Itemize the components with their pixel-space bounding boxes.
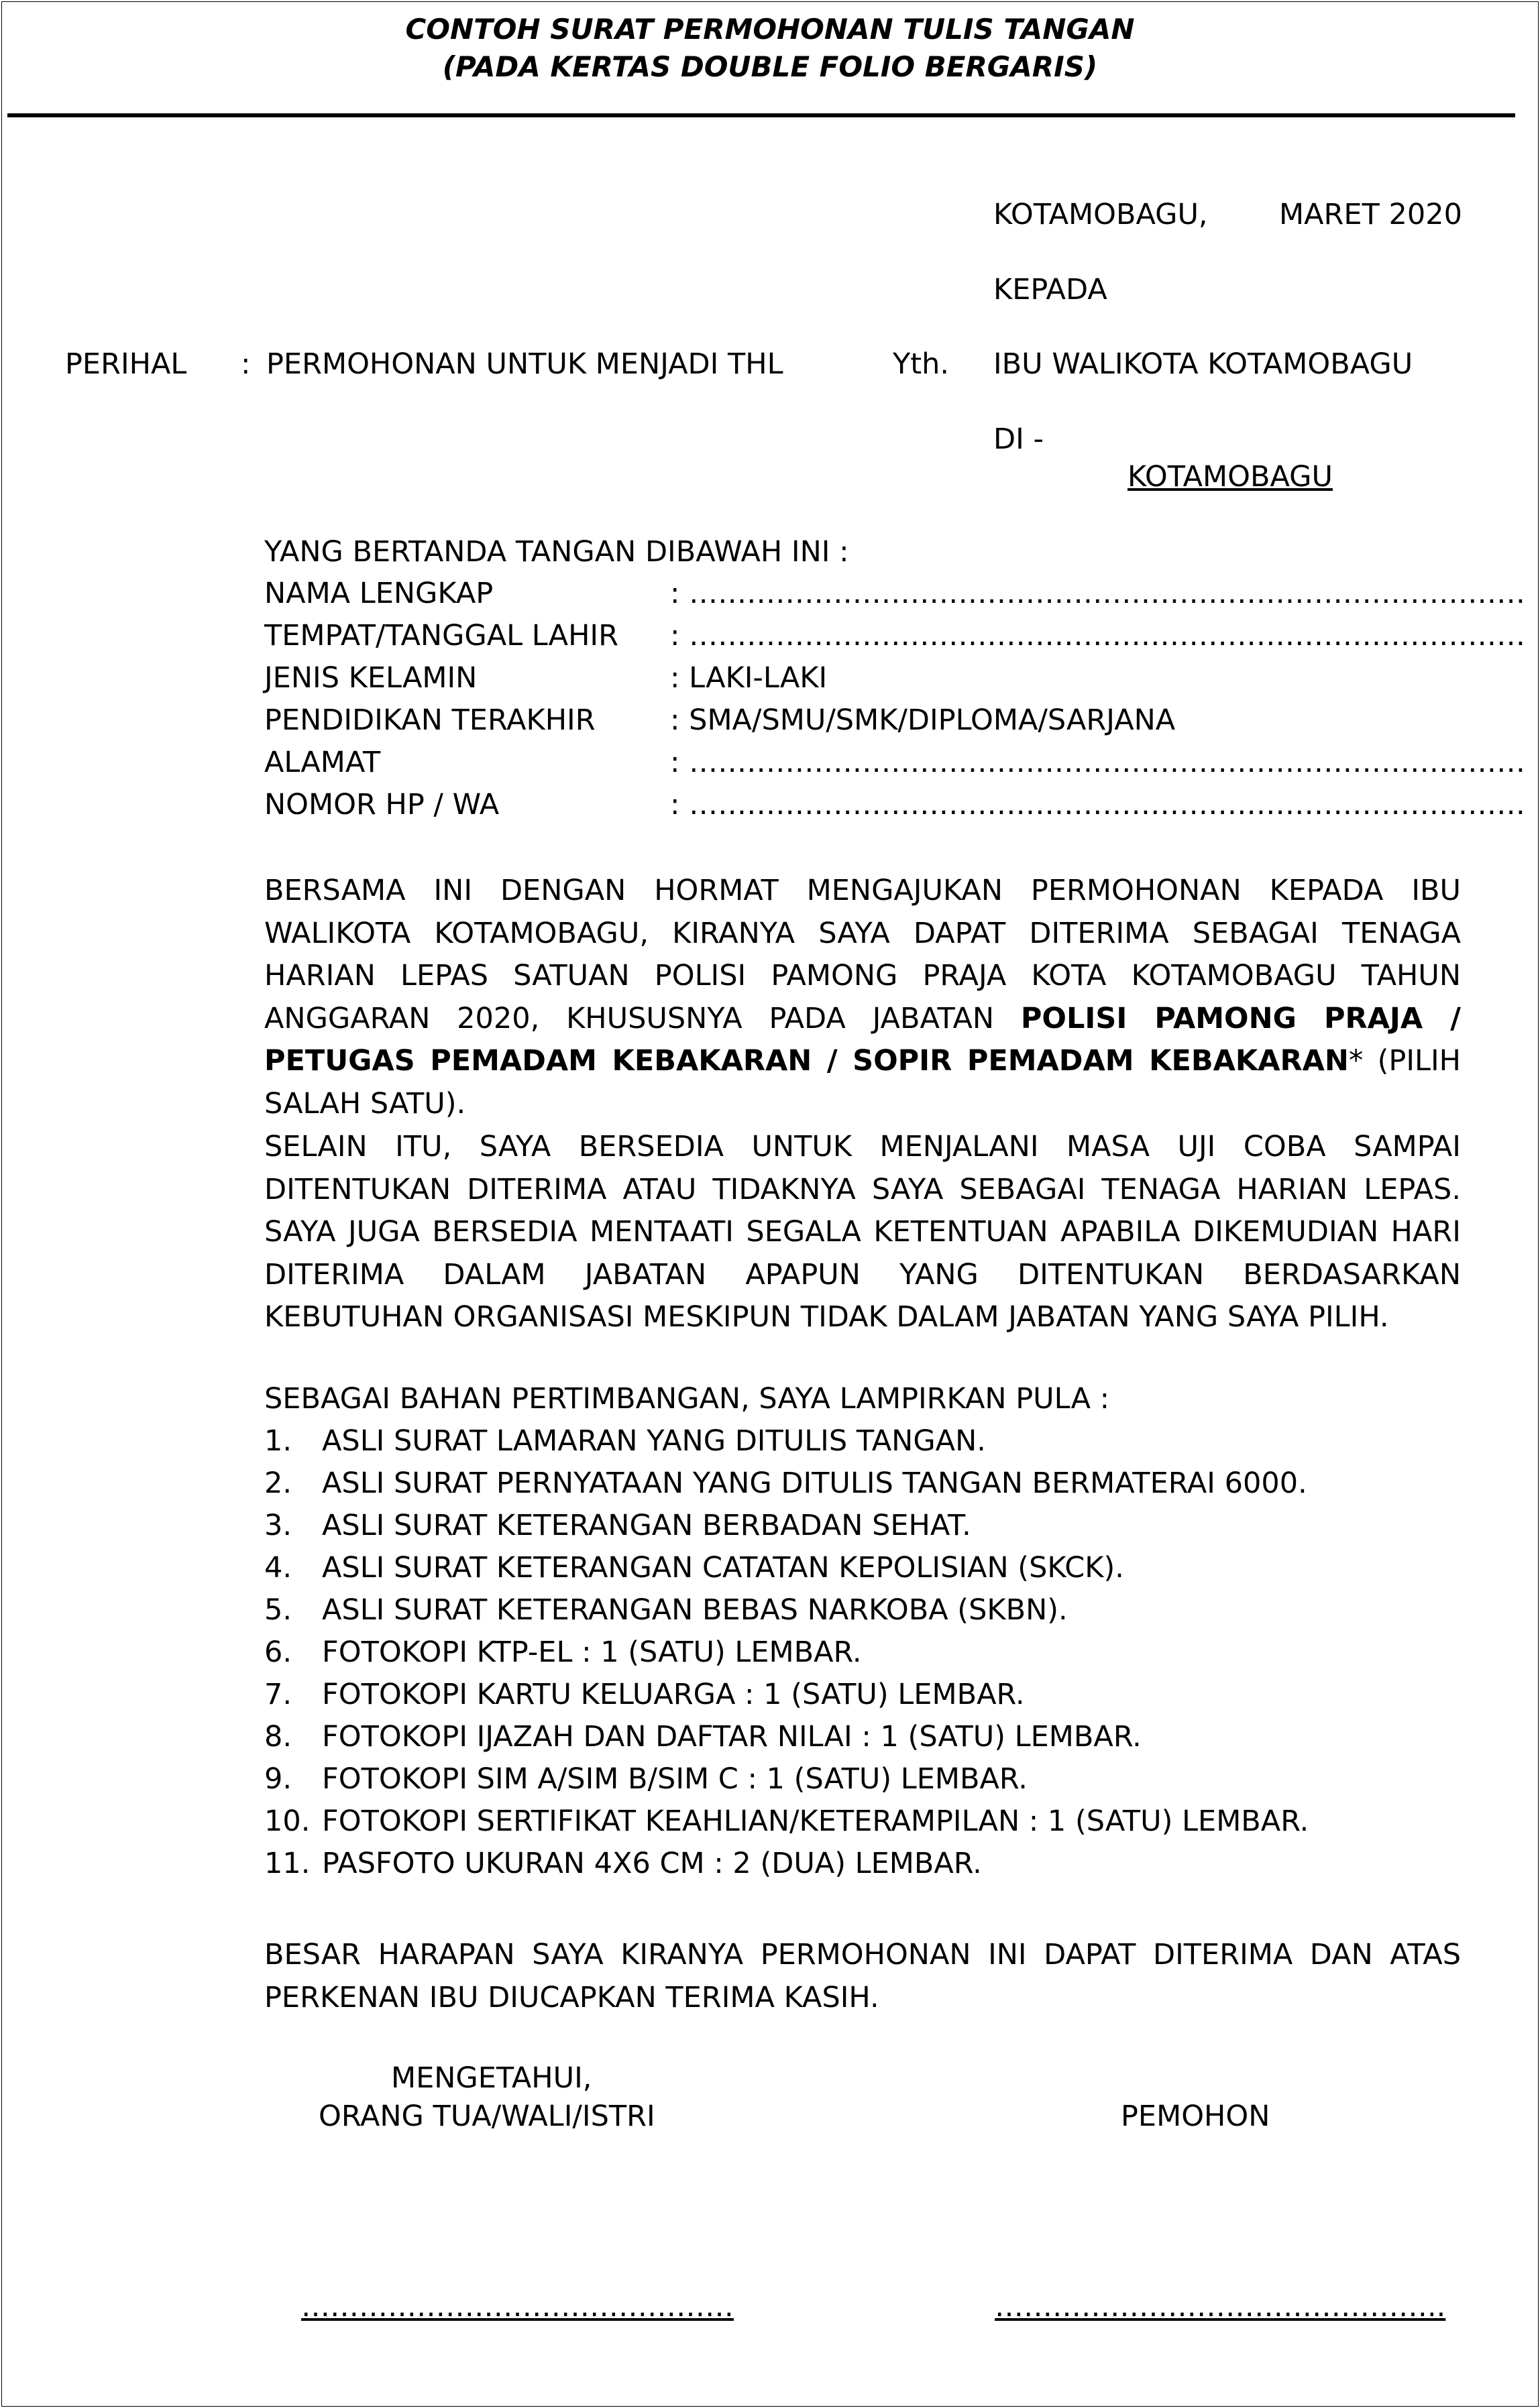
field-value-ttl: : …………………………………………………………………………… — [670, 619, 1526, 652]
attachments-intro: SEBAGAI BAHAN PERTIMBANGAN, SAYA LAMPIRKAN PULA : — [264, 1382, 1110, 1416]
field-label-nama: NAMA LENGKAP — [264, 577, 494, 610]
field-label-address: ALAMAT — [264, 746, 381, 779]
recipient-di: DI - — [993, 422, 1044, 456]
signature-left-line: ……………………………………… — [301, 2290, 734, 2324]
attachment-item: PASFOTO UKURAN 4X6 CM : 2 (DUA) LEMBAR. — [322, 1847, 982, 1880]
attachment-item: FOTOKOPI KTP-EL : 1 (SATU) LEMBAR. — [322, 1636, 862, 1669]
letter-page — [1, 1, 1539, 2407]
attachment-item: ASLI SURAT KETERANGAN CATATAN KEPOLISIAN (SKCK). — [322, 1551, 1124, 1585]
closing-paragraph: BESAR HARAPAN SAYA KIRANYA PERMOHONAN INI DAPAT DITERIMA DAN ATAS PERKENAN IBU DIUCAPKAN TERIMA KASIH. — [264, 1938, 1461, 2014]
attachment-number: 7. — [264, 1678, 292, 1711]
signature-left-role: ORANG TUA/WALI/ISTRI — [319, 2100, 655, 2133]
paragraph-application-positions: POLISI PAMONG PRAJA / PETUGAS PEMADAM KEBAKARAN / SOPIR PEMADAM KEBAKARAN — [264, 1001, 1461, 1078]
attachment-number: 1. — [264, 1424, 292, 1458]
attachment-item: ASLI SURAT KETERANGAN BERBADAN SEHAT. — [322, 1509, 971, 1542]
field-value-gender: : LAKI-LAKI — [670, 661, 828, 695]
field-value-phone: : …………………………………………………………………………… — [670, 788, 1526, 821]
signature-right-line: ……………………………………….. — [995, 2290, 1446, 2324]
paragraph-willingness: SELAIN ITU, SAYA BERSEDIA UNTUK MENJALANI MASA UJI COBA SAMPAI DITENTUKAN DITERIMA ATAU TIDAKNYA SAYA SEBAGAI TENAGA HARIAN LEPAS. SAYA JUGA BERSEDIA MENTAATI SEGALA KETENTUAN APABILA DIKEMUDIAN HARI DITERIMA DALAM JABATAN APAPUN YANG DITENTUKAN BERDASARKAN KEBUTUHAN ORGANISASI MESKIPUN TIDAK DALAM JABATAN YANG SAYA PILIH. — [264, 1130, 1461, 1334]
attachment-item: FOTOKOPI KARTU KELUARGA : 1 (SATU) LEMBAR. — [322, 1678, 1025, 1711]
paragraph-application-text: BERSAMA INI DENGAN HORMAT MENGAJUKAN PERMOHONAN KEPADA IBU WALIKOTA KOTAMOBAGU, KIRANYA SAYA DAPAT DITERIMA SEBAGAI TENAGA HARIAN LEPAS SATUAN POLISI PAMONG PRAJA KOTA KOTAMOBAGU TAHUN ANGGARAN 2020, KHUSUSNYA PADA JABATAN — [264, 874, 1461, 1035]
field-label-gender: JENIS KELAMIN — [264, 661, 478, 695]
field-value-education: : SMA/SMU/SMK/DIPLOMA/SARJANA — [670, 703, 1176, 737]
attachment-number: 11. — [264, 1847, 311, 1880]
letter-date: MARET 2020 — [1279, 198, 1462, 231]
identity-intro: YANG BERTANDA TANGAN DIBAWAH INI : — [264, 535, 849, 569]
signature-left-heading: MENGETAHUI, — [391, 2061, 592, 2095]
subject-value: PERMOHONAN UNTUK MENJADI THL — [266, 347, 783, 381]
attachment-number: 8. — [264, 1720, 292, 1754]
field-label-education: PENDIDIKAN TERAKHIR — [264, 703, 596, 737]
attachment-item: ASLI SURAT PERNYATAAN YANG DITULIS TANGAN BERMATERAI 6000. — [322, 1467, 1307, 1500]
attachment-number: 9. — [264, 1762, 292, 1796]
subject-label: PERIHAL — [65, 347, 187, 381]
paragraph-application — [264, 870, 1461, 1125]
yth-label: Yth. — [893, 347, 950, 381]
recipient-city: KOTAMOBAGU — [1128, 460, 1333, 494]
attachment-number: 5. — [264, 1593, 292, 1627]
signature-right-role: PEMOHON — [1121, 2100, 1270, 2133]
paragraph-application-note: * (PILIH SALAH SATU). — [264, 1044, 1461, 1121]
field-value-address: : …………………………………………………………………………… — [670, 746, 1526, 779]
attachment-number: 3. — [264, 1509, 292, 1542]
document-title-line1: CONTOH SURAT PERMOHONAN TULIS TANGAN — [405, 13, 1135, 46]
letter-city: KOTAMOBAGU, — [993, 198, 1208, 231]
document-title-line2: (PADA KERTAS DOUBLE FOLIO BERGARIS) — [442, 50, 1098, 83]
recipient-name: IBU WALIKOTA KOTAMOBAGU — [993, 347, 1413, 381]
field-value-nama: : …………………………………………………………………………… — [670, 577, 1526, 610]
attachment-item: FOTOKOPI IJAZAH DAN DAFTAR NILAI : 1 (SATU) LEMBAR. — [322, 1720, 1142, 1754]
attachment-item: ASLI SURAT KETERANGAN BEBAS NARKOBA (SKBN). — [322, 1593, 1068, 1627]
field-label-phone: NOMOR HP / WA — [264, 788, 500, 821]
attachment-number: 4. — [264, 1551, 292, 1585]
header-divider — [7, 113, 1515, 117]
attachment-item: ASLI SURAT LAMARAN YANG DITULIS TANGAN. — [322, 1424, 986, 1458]
attachment-item: FOTOKOPI SERTIFIKAT KEAHLIAN/KETERAMPILAN : 1 (SATU) LEMBAR. — [322, 1804, 1309, 1838]
attachment-number: 6. — [264, 1636, 292, 1669]
recipient-to-label: KEPADA — [993, 273, 1107, 306]
attachment-item: FOTOKOPI SIM A/SIM B/SIM C : 1 (SATU) LEMBAR. — [322, 1762, 1028, 1796]
attachment-number: 10. — [264, 1804, 311, 1838]
attachment-number: 2. — [264, 1467, 292, 1500]
subject-colon: : — [241, 347, 251, 381]
field-label-ttl: TEMPAT/TANGGAL LAHIR — [264, 619, 618, 652]
